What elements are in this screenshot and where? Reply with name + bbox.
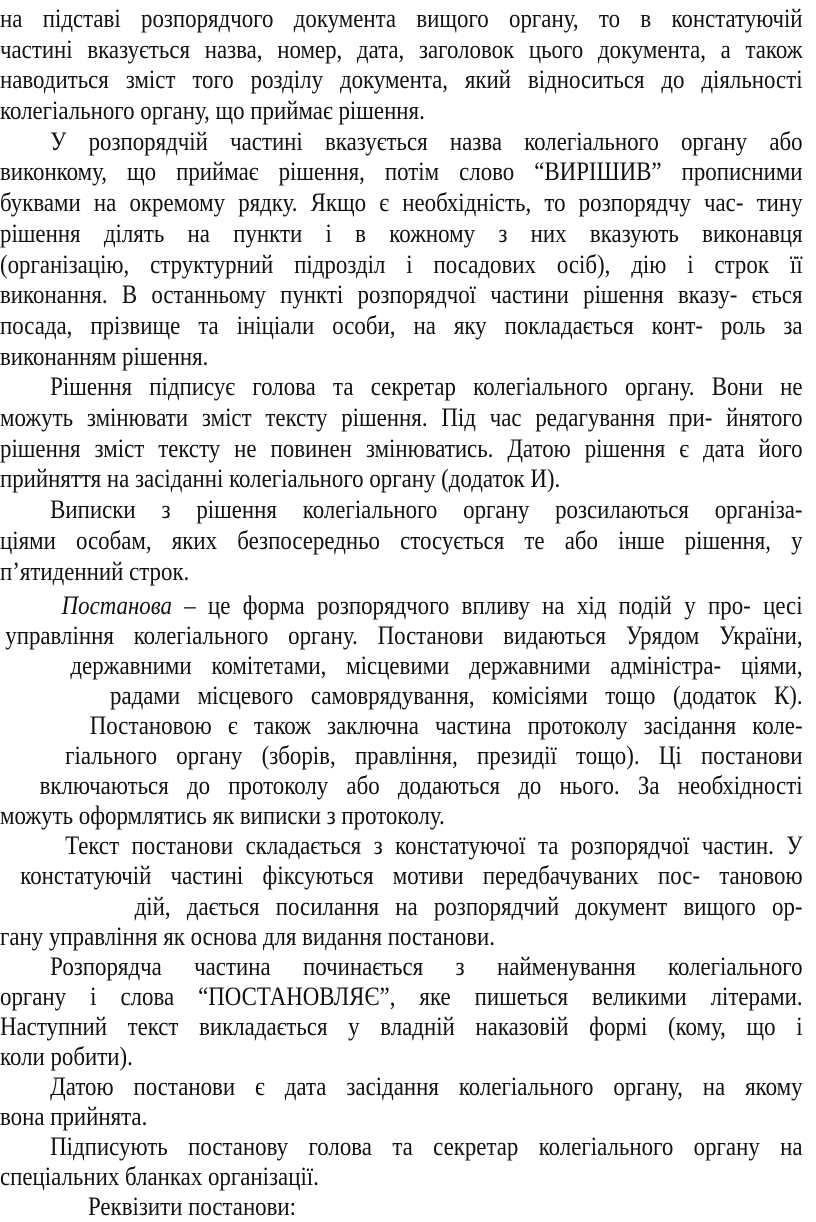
text-line: органу і слова “ПОСТАНОВЛЯЄ”, яке пишеться великими літерами. bbox=[0, 981, 803, 1011]
text-line: Постановою є також заключна частина протоколу засідання коле- bbox=[89, 711, 803, 741]
text-line: п’ятиденний строк. bbox=[0, 557, 190, 586]
text-line: буквами на окремому рядку. Якщо є необхідність, то розпорядчу час- тину bbox=[0, 188, 803, 217]
text-line: спеціальних бланках організації. bbox=[0, 1161, 319, 1191]
text-line: колегіального органу, що приймає рішення. bbox=[0, 96, 425, 125]
text-line: вона прийнята. bbox=[0, 1101, 148, 1131]
text-line: Наступний текст викладається у владній наказовій формі (кому, що і bbox=[0, 1011, 803, 1041]
text-line: можуть змінювати зміст тексту рішення. Під час редагування при- йнятого bbox=[0, 403, 803, 432]
paragraph-start: Підписують постанову голова та секретар колегіального органу на bbox=[50, 1131, 803, 1161]
text-line: виконанням рішення. bbox=[0, 342, 209, 371]
definition-line bbox=[0, 590, 803, 621]
text-line: радами місцевого самоврядування, комісіями тощо (додаток К). bbox=[110, 681, 803, 711]
text-line: рішення ділять на пункти і в кожному з них вказують виконавця bbox=[0, 219, 803, 248]
text-line: констатуючій частині фіксуються мотиви передбачуваних пос- тановою bbox=[20, 861, 803, 891]
text-line: посада, прізвище та ініціали особи, на яку покладається конт- роль за bbox=[0, 311, 803, 340]
text-line: виконання. В останньому пункті розпорядчої частини рішення вказу- ється bbox=[0, 280, 803, 309]
text-line: ціями особам, яких безпосередньо стосується те або інше рішення, у bbox=[0, 526, 803, 555]
paragraph-start: Виписки з рішення колегіального органу розсилаються організа- bbox=[50, 495, 803, 524]
defined-term: Постанова bbox=[61, 591, 172, 620]
text-line: наводиться зміст того розділу документа, який відноситься до діяльності bbox=[0, 65, 803, 94]
text-line: гану управління як основа для видання постанови. bbox=[0, 921, 495, 951]
text-line: включаються до протоколу або додаються до нього. За необхідності bbox=[39, 771, 803, 801]
paragraph-start: Рішення підписує голова та секретар колегіального органу. Вони не bbox=[50, 372, 803, 401]
text-line: прийняття на засіданні колегіального органу (додаток И). bbox=[0, 464, 561, 493]
requisites-heading: Реквізити постанови: bbox=[88, 1192, 297, 1221]
text-line: управління колегіального органу. Постанови видаються Урядом України, bbox=[5, 621, 803, 651]
text-line: гіального органу (зборів, правління, президії тощо). Ці постанови bbox=[65, 741, 803, 771]
text-line: можуть оформлятись як виписки з протоколу. bbox=[0, 801, 445, 831]
text-line: державними комітетами, місцевими державними адміністра- ціями, bbox=[70, 651, 803, 681]
definition-text: – це форма розпорядчого впливу на хід подій у про- цесі bbox=[171, 591, 803, 620]
text-line: рішення зміст тексту не повинен змінюватись. Датою рішення є дата його bbox=[0, 434, 803, 463]
text-line: Текст постанови складається з констатуючої та розпорядчої частин. У bbox=[65, 831, 803, 861]
text-line: на підставі розпорядчого документа вищого органу, то в констатуючій bbox=[0, 4, 803, 33]
paragraph-start: Датою постанови є дата засідання колегіального органу, на якому bbox=[50, 1071, 803, 1101]
paragraph-start: Розпорядча частина починається з найменування колегіального bbox=[50, 951, 803, 981]
paragraph-start: У розпорядчій частині вказується назва колегіального органу або bbox=[50, 127, 803, 156]
text-line: частині вказується назва, номер, дата, заголовок цього документа, а також bbox=[0, 35, 803, 64]
text-line: коли робити). bbox=[0, 1041, 133, 1071]
text-line: виконкому, що приймає рішення, потім слово “ВИРІШИВ” прописними bbox=[0, 157, 803, 186]
text-line: дій, дається посилання на розпорядчий документ вищого ор- bbox=[134, 891, 803, 921]
text-line: (організацію, структурний підрозділ і посадових осіб), дію і строк її bbox=[0, 250, 803, 279]
